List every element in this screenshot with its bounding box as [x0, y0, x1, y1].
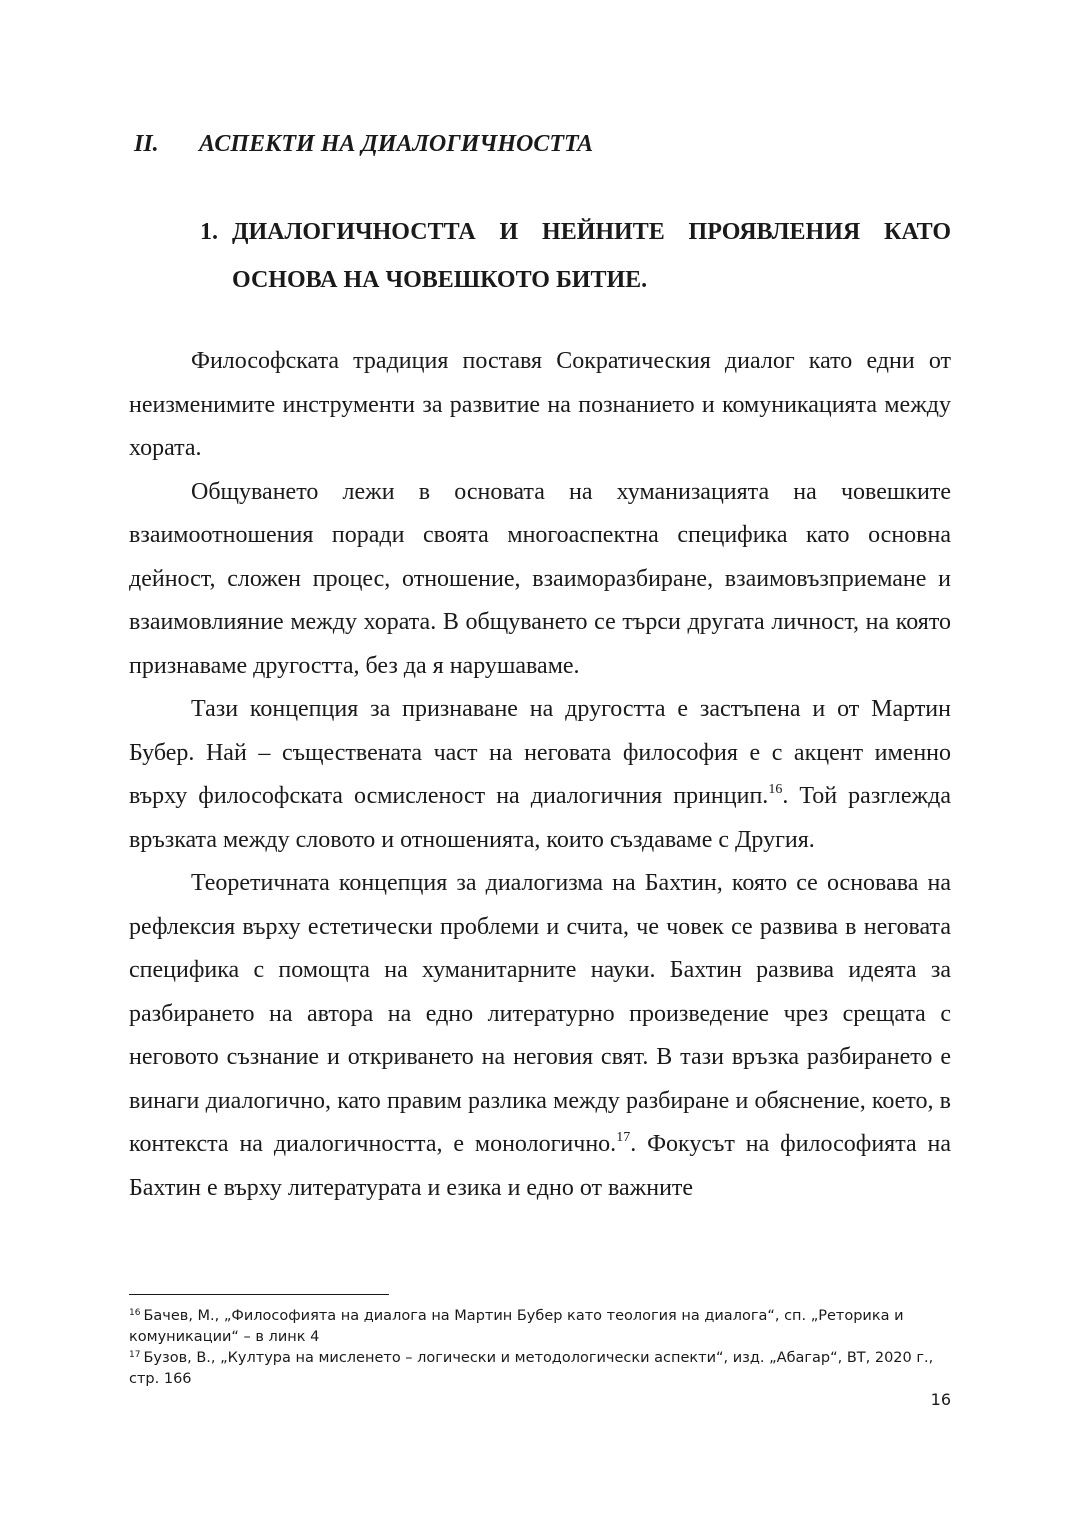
footnotes — [129, 1306, 959, 1390]
page-number: 16 — [930, 1390, 951, 1409]
section-title: АСПЕКТИ НА ДИАЛОГИЧНОСТТА — [199, 131, 594, 157]
subsection-heading — [200, 208, 951, 304]
footnote-separator — [129, 1294, 389, 1295]
footnote-reference: 17 — [616, 1130, 631, 1145]
paragraph: Философската традиция поставя Сократическия диалог като едни от неизменимите инструменти за развитие на познанието и комуникацията между хората. — [129, 348, 951, 461]
body-text — [129, 340, 951, 1210]
paragraph-text: Тази концепция за признаване на другостта е застъпена и от Мартин Бубер. Най – съществената част на неговата философия е с акцент именно върху философската осмисленост на диалогичния принцип. — [129, 696, 951, 809]
paragraph-text: . Той разглежда връзката между словото и отношенията, които създаваме с Другия. — [129, 783, 952, 853]
footnote-number: 17 — [129, 1350, 141, 1360]
section-number: II. — [134, 131, 159, 157]
subsection-title: ДИАЛОГИЧНОСТТА И НЕЙНИТЕ ПРОЯВЛЕНИЯ КАТО ОСНОВА НА ЧОВЕШКОТО БИТИЕ. — [232, 219, 951, 293]
paragraph-text: Теоретичната концепция за диалогизма на Бахтин, която се основава на рефлексия върху естетически проблеми и счита, че човек се развива в неговата специфика с помощта на хуманитарните науки. Бахтин развива идеята за разбирането на автора на едно литературно произведение чрез срещата с неговото съзнание и откриването на неговия свят. В тази връзка разбирането е винаги диалогично, като правим разлика между разбиране и обяснение, което, в контекста на диалогичността, е монологично. — [129, 870, 951, 1157]
footnote — [129, 1306, 959, 1348]
footnote-text: Бузов, В., „Култура на мисленето – логически и методологически аспекти“, изд. „Абагар“, ВТ, 2020 г., стр. 166 — [129, 1350, 934, 1387]
paragraph — [129, 688, 951, 862]
subsection-number: 1. — [200, 219, 218, 245]
paragraph — [129, 862, 951, 1210]
footnote-number: 16 — [129, 1308, 141, 1318]
paragraph: Общуването лежи в основата на хуманизацията на човешките взаимоотношения поради своята многоаспектна специфика като основна дейност, сложен процес, отношение, взаиморазбиране, взаимовъзприемане и взаимовлияние между хората. В общуването се търси другата личност, на която признаваме другостта, без да я нарушаваме. — [129, 478, 951, 679]
paragraph-text: . Фокусът на философията на Бахтин е върху литературата и езика и едно от важните — [129, 1131, 951, 1201]
footnote-text: Бачев, М., „Философията на диалога на Мартин Бубер като теология на диалога“, сп. „Реторика и комуникации“ – в линк 4 — [129, 1308, 904, 1345]
footnote-reference: 16 — [768, 782, 783, 797]
footnote — [129, 1348, 959, 1390]
section-heading — [134, 126, 593, 162]
